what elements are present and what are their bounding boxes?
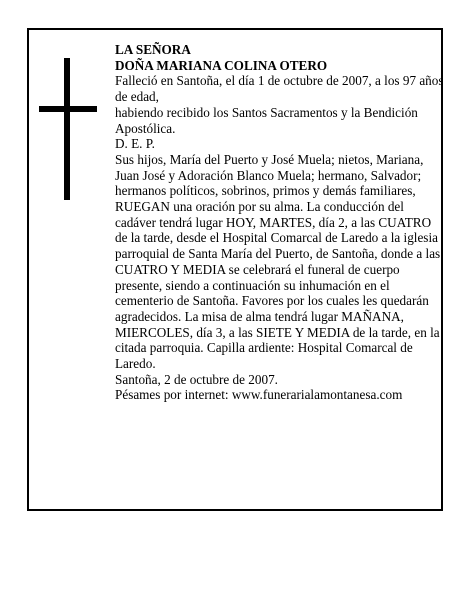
- obituary-notice: [27, 28, 443, 511]
- family-list: Sus hijos, María del Puerto y José Muela; nietos, Mariana, Juan José y Adoración Blanco Muela; hermano, Salvador; hermanos políticos, sobrinos, primos y demás familiares,: [115, 151, 424, 199]
- latin-cross-icon: [39, 58, 97, 200]
- cross-horizontal-bar: [39, 106, 97, 112]
- obituary-title: LA SEÑORA: [115, 42, 191, 57]
- funeral-details: RUEGAN una oración por su alma. La conducción del cadáver tendrá lugar HOY, MARTES, día 2, a las CUATRO de la tarde, desde el Hospital Comarcal de Laredo a la iglesia parroquial de Santa María del Puerto, de Santoña, donde a las CUATRO Y MEDIA se celebrará el funeral de cuerpo presente, siendo a continuación su inhumación en el cementerio de Santoña. Favores por los cuales les quedarán agradecidos. La misa de alma tendrá lugar MAÑANA, MIERCOLES, día 3, a las SIETE Y MEDIA de la tarde, en la citada parroquia. Capilla ardiente: Hospital Comarcal de Laredo.: [115, 199, 441, 372]
- sacraments-line: habiendo recibido los Santos Sacramentos y la Bendición Apostólica.: [115, 104, 418, 136]
- dep-line: D. E. P.: [115, 136, 155, 152]
- condolences-website: Pésames por internet: www.funerarialamontanesa.com: [115, 387, 403, 403]
- cross-vertical-bar: [64, 58, 70, 200]
- place-date: Santoña, 2 de octubre de 2007.: [115, 371, 278, 387]
- obituary-text: [115, 42, 445, 403]
- death-announcement: Falleció en Santoña, el día 1 de octubre de 2007, a los 97 años de edad,: [115, 73, 444, 105]
- deceased-name: DOÑA MARIANA COLINA OTERO: [115, 57, 328, 73]
